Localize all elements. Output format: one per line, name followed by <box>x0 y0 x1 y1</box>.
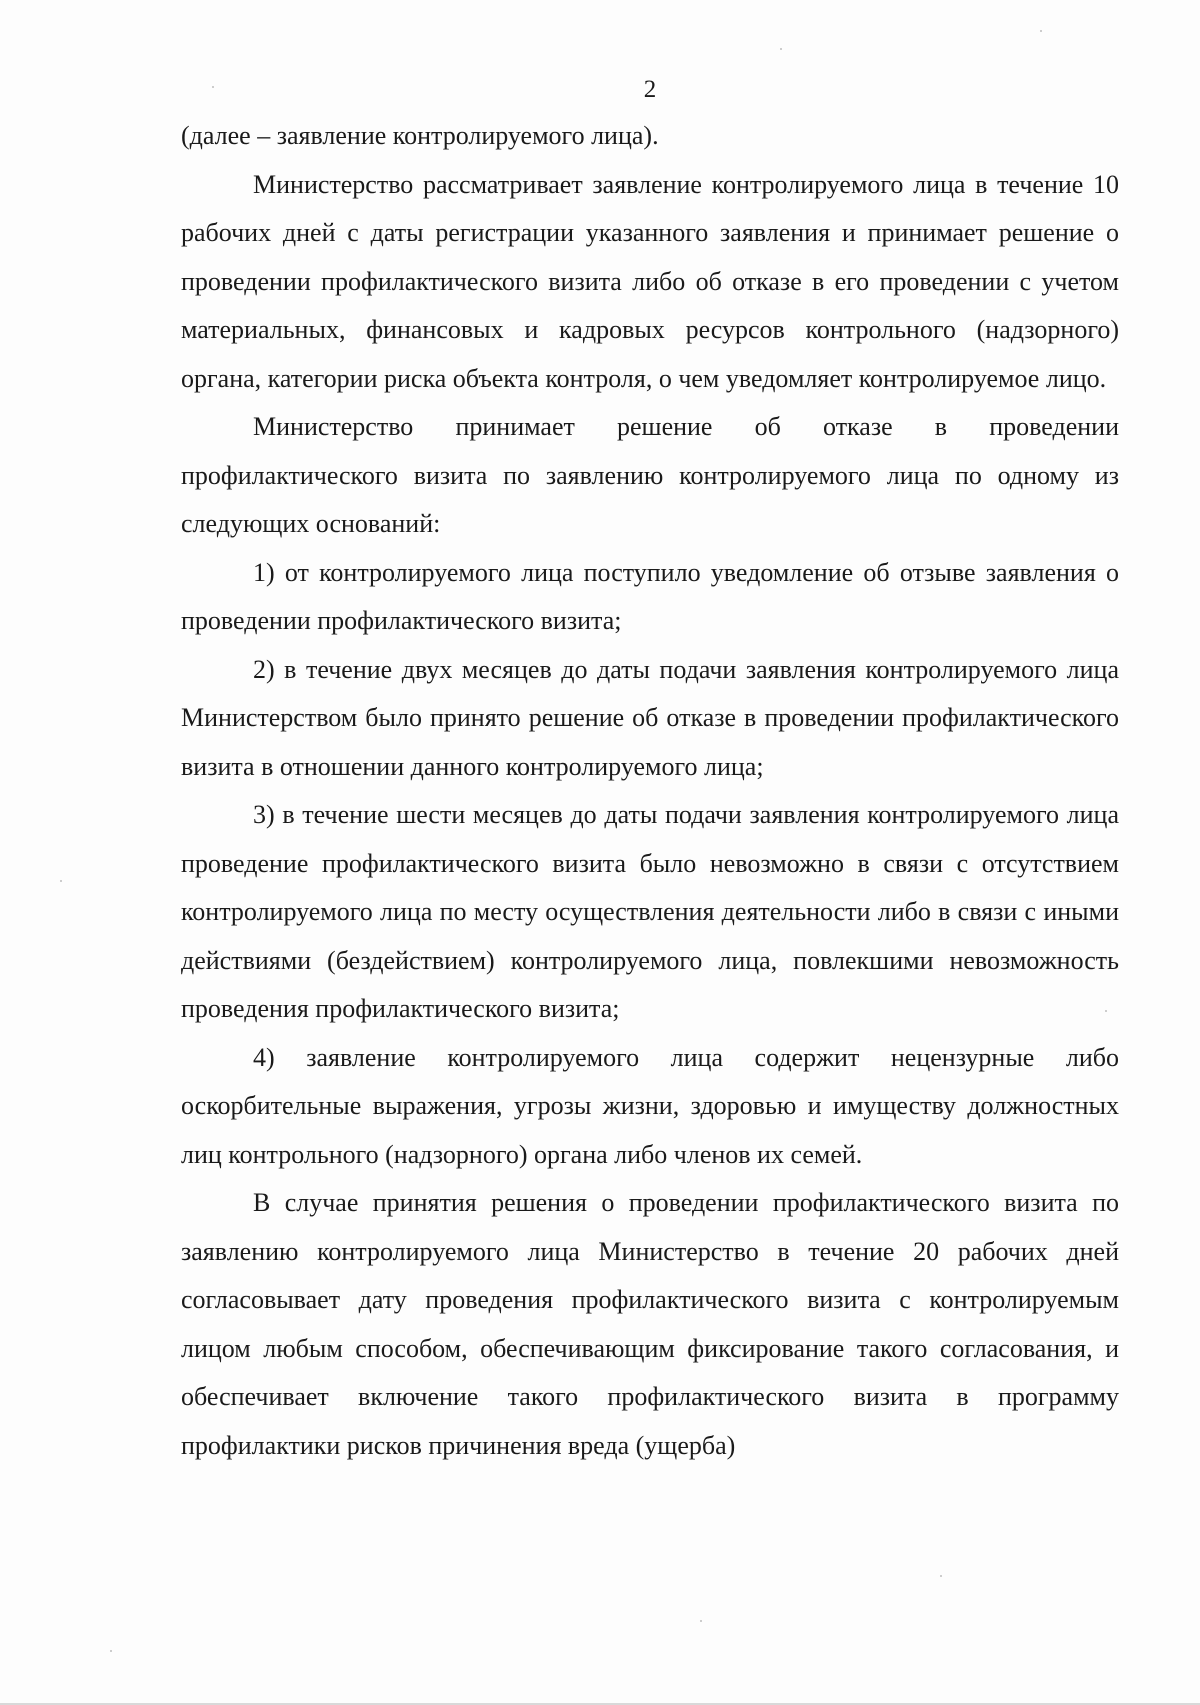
paragraph-scheduling: В случае принятия решения о проведении профилактического визита по заявлению контролируемого лица Министерство в течение 20 рабочих дней согласовывает дату проведения профилактического визита с контролируемым лицом любым способом, обеспечивающим фиксирование такого согласования, и обеспечивает включение такого профилактического визита в программу профилактики рисков причинения вреда (ущерба) <box>181 1188 1119 1460</box>
scan-speck <box>110 1650 112 1652</box>
paragraph-review: Министерство рассматривает заявление контролируемого лица в течение 10 рабочих дней с даты регистрации указанного заявления и принимает решение о проведении профилактического визита либо об отказе в его проведении с учетом материальных, финансовых и кадровых ресурсов контрольного (надзорного) органа, категории риска объекта контроля, о чем уведомляет контролируемое лицо. <box>181 169 1119 393</box>
scan-speck <box>60 880 62 882</box>
paragraph-refusal-grounds: Министерство принимает решение об отказе в проведении профилактического визита по заявлению контролируемого лица по одному из следующих оснований: <box>181 412 1119 538</box>
paragraph-continuation: (далее – заявление контролируемого лица). <box>181 121 659 150</box>
list-item-2: 2) в течение двух месяцев до даты подачи заявления контролируемого лица Министерством было принято решение об отказе в проведении профилактического визита в отношении данного контролируемого лица; <box>181 654 1119 781</box>
document-body <box>181 112 1119 1470</box>
list-item-1: 1) от контролируемого лица поступило уведомление об отзыве заявления о проведении профилактического визита; <box>181 557 1119 635</box>
scan-speck <box>212 86 214 88</box>
list-item-4: 4) заявление контролируемого лица содержит нецензурные либо оскорбительные выражения, угрозы жизни, здоровью и имуществу должностных лиц контрольного (надзорного) органа либо членов их семей. <box>181 1042 1119 1169</box>
scan-speck <box>1105 1010 1107 1012</box>
scan-speck <box>700 1620 702 1622</box>
scan-speck <box>780 48 782 50</box>
scan-speck <box>940 1575 942 1577</box>
list-item-3: 3) в течение шести месяцев до даты подачи заявления контролируемого лица проведение профилактического визита было невозможно в связи с отсутствием контролируемого лица по месту осуществления деятельности либо в связи с иными действиями (бездействием) контролируемого лица, повлекшими невозможность проведения профилактического визита; <box>181 800 1119 1023</box>
page-number: 2 <box>643 76 657 103</box>
scan-speck <box>1040 30 1042 32</box>
